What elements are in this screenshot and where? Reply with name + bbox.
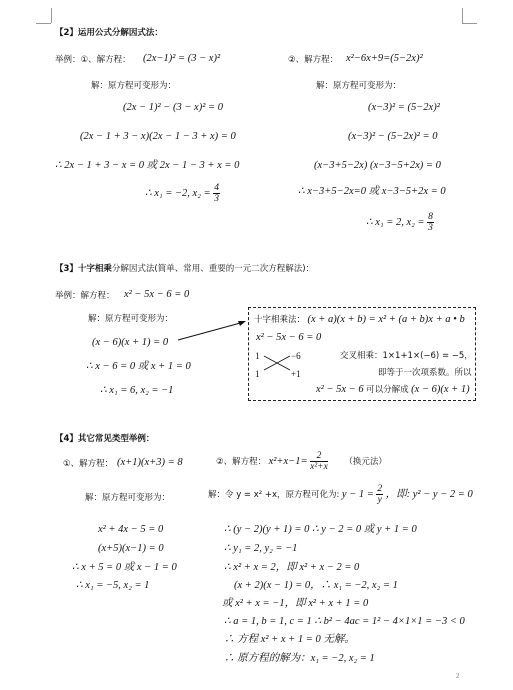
section-4-example-2-lhs: x²+x−1= (268, 455, 308, 467)
cross-method-equation: x² − 5x − 6 = 0 (256, 332, 322, 343)
section-4-left-step-1: x² + 4x − 5 = 0 (98, 524, 164, 535)
cross-method-title: 十字相乘法： (254, 315, 306, 325)
cross-method-formula: (x + a)(x + b) = x² + (a + b)x + a • b (307, 314, 465, 325)
section-4-right-solve-line (208, 484, 473, 505)
cross-method-title-line (254, 314, 465, 326)
section-4-example-1-label: ①、解方程： (63, 459, 114, 469)
fraction-numerator: 4 (214, 183, 219, 193)
section-4-right-step-8: ∴ 原方程的解为：x₁ = −2, x₂ = 1 (224, 653, 375, 664)
example-2-step-2: (x−3)² − (5−2x)² = 0 (348, 131, 438, 142)
section-3-step-2: ∴ x − 6 = 0 或 x + 1 = 0 (86, 361, 191, 372)
section-4-example-2-line (216, 451, 387, 472)
section-4-example-2-label: ②、解方程： (216, 456, 267, 467)
fraction-denominator: x²+x (310, 462, 328, 472)
cross-conclusion (316, 384, 470, 396)
example-1-step-2: (2x − 1 + 3 − x)(2x − 1 − 3 + x) = 0 (80, 131, 236, 142)
cross-note-1: 交叉相乘：1×1+1×(−6) = −5， (340, 351, 473, 361)
section-4-example-1-equation: (x+1)(x+3) = 8 (117, 457, 183, 468)
cross-top-left: 1 (255, 351, 260, 361)
section-3-heading-rest: 分解因式法(简单、常用、重要的一元二次方程解法)： (111, 264, 315, 274)
cross-conclusion-expr: x² − 5x − 6 (316, 384, 364, 395)
section-4-right-step-7: ∴ 方程 x² + x + 1 = 0 无解。 (224, 634, 355, 645)
fraction-numerator: 2 (377, 484, 383, 494)
section-3-heading-bold: 【3】十字相乘 (55, 264, 112, 274)
example-1-step-3: ∴ 2x − 1 + 3 − x = 0 或 2x − 1 − 3 + x = 0 (55, 160, 240, 171)
fraction-denominator: 3 (214, 194, 219, 204)
cross-top-right: −6 (291, 351, 301, 361)
example-2-step-4: ∴ x−3+5−2x=0 或 x−3−5+2x = 0 (298, 186, 446, 197)
section-4-right-solve-fraction (376, 484, 383, 505)
example-2-equation: x²−6x+9=(5−2x)² (346, 53, 423, 64)
example-2-solve-label: 解：原方程可变形为： (316, 81, 402, 91)
cross-bottom-left: 1 (255, 369, 260, 379)
section-4-right-step-4: (x + 2)(x − 1) = 0，∴ x₁ = −2, x₂ = 1 (234, 580, 398, 591)
fraction-numerator: 2 (310, 451, 328, 462)
section-4-left-step-4: ∴ x₁ = −5, x₂ = 1 (76, 580, 150, 591)
page-number: 2 (456, 672, 460, 680)
section-4-example-2-method: （换元法） (344, 456, 387, 467)
example-1-step-1: (2x − 1)² − (3 − x)² = 0 (123, 102, 223, 113)
example-1-label: 举例：①、解方程： (55, 55, 131, 65)
section-4-heading: 【4】其它常见类型举例： (55, 434, 155, 444)
cross-bottom-right: +1 (291, 369, 301, 379)
example-2-result-text: ∴ x₁ = 2, x₂ = (366, 216, 425, 228)
section-4-right-step-2: ∴ y₁ = 2, y₂ = −1 (224, 543, 298, 554)
section-4-right-solve-text: 解：令 y = x² +x，原方程可化为: (208, 489, 340, 500)
cross-note-2: 即等于一次项系数。所以 (378, 368, 472, 378)
section-3-step-3: ∴ x₁ = 6, x₂ = −1 (100, 385, 174, 396)
fraction-denominator: y (377, 495, 382, 505)
fraction-denominator: 3 (428, 223, 433, 233)
example-2-step-1: (x−3)² = (5−2x)² (368, 102, 440, 113)
section-2-heading: 【2】运用公式分解因式法： (55, 28, 163, 38)
example-2-label: ②、解方程： (288, 55, 339, 65)
example-1-equation: (2x−1)² = (3 − x)² (143, 53, 221, 64)
section-4-example-2-fraction (310, 451, 328, 472)
section-4-right-solve-result: ，即: y² − y − 2 = 0 (385, 488, 473, 500)
fraction-numerator: 8 (428, 212, 433, 222)
section-3-step-1: (x − 6)(x + 1) = 0 (92, 337, 169, 348)
cross-conclusion-text: 可以分解成 (366, 385, 409, 395)
section-4-right-step-1: ∴ (y − 2)(y + 1) = 0 ∴ y − 2 = 0 或 y + 1 = 0 (224, 524, 417, 535)
section-4-right-solve-y: y − 1 = (341, 488, 374, 500)
section-4-left-step-3: ∴ x + 5 = 0 或 x − 1 = 0 (72, 562, 177, 573)
section-4-right-step-5: 或 x² + x = −1，即 x² + x + 1 = 0 (222, 598, 369, 609)
section-4-left-solve-label: 解：原方程可变形为： (85, 493, 171, 503)
example-1-solve-label: 解：原方程可变形为： (91, 81, 177, 91)
example-2-step-3: (x−3+5−2x) (x−3−5+2x) = 0 (314, 160, 441, 171)
cross-conclusion-factor: (x − 6)(x + 1) (411, 384, 470, 395)
section-3-solve-label: 解：原方程可变形为： (88, 314, 174, 324)
section-3-equation: x² − 5x − 6 = 0 (124, 289, 190, 300)
section-4-right-step-3: ∴ x² + x = 2，即 x² + x − 2 = 0 (224, 562, 360, 573)
example-1-result-text: ∴ x₁ = −2, x₂ = (145, 187, 211, 199)
section-4-left-step-2: (x+5)(x−1) = 0 (98, 543, 164, 554)
section-4-right-step-6: ∴ a = 1, b = 1, c = 1 ∴ b² − 4ac = 1² − 4×1×1 = −3 < 0 (224, 616, 465, 627)
section-3-example-label: 举例：解方程： (55, 291, 115, 301)
